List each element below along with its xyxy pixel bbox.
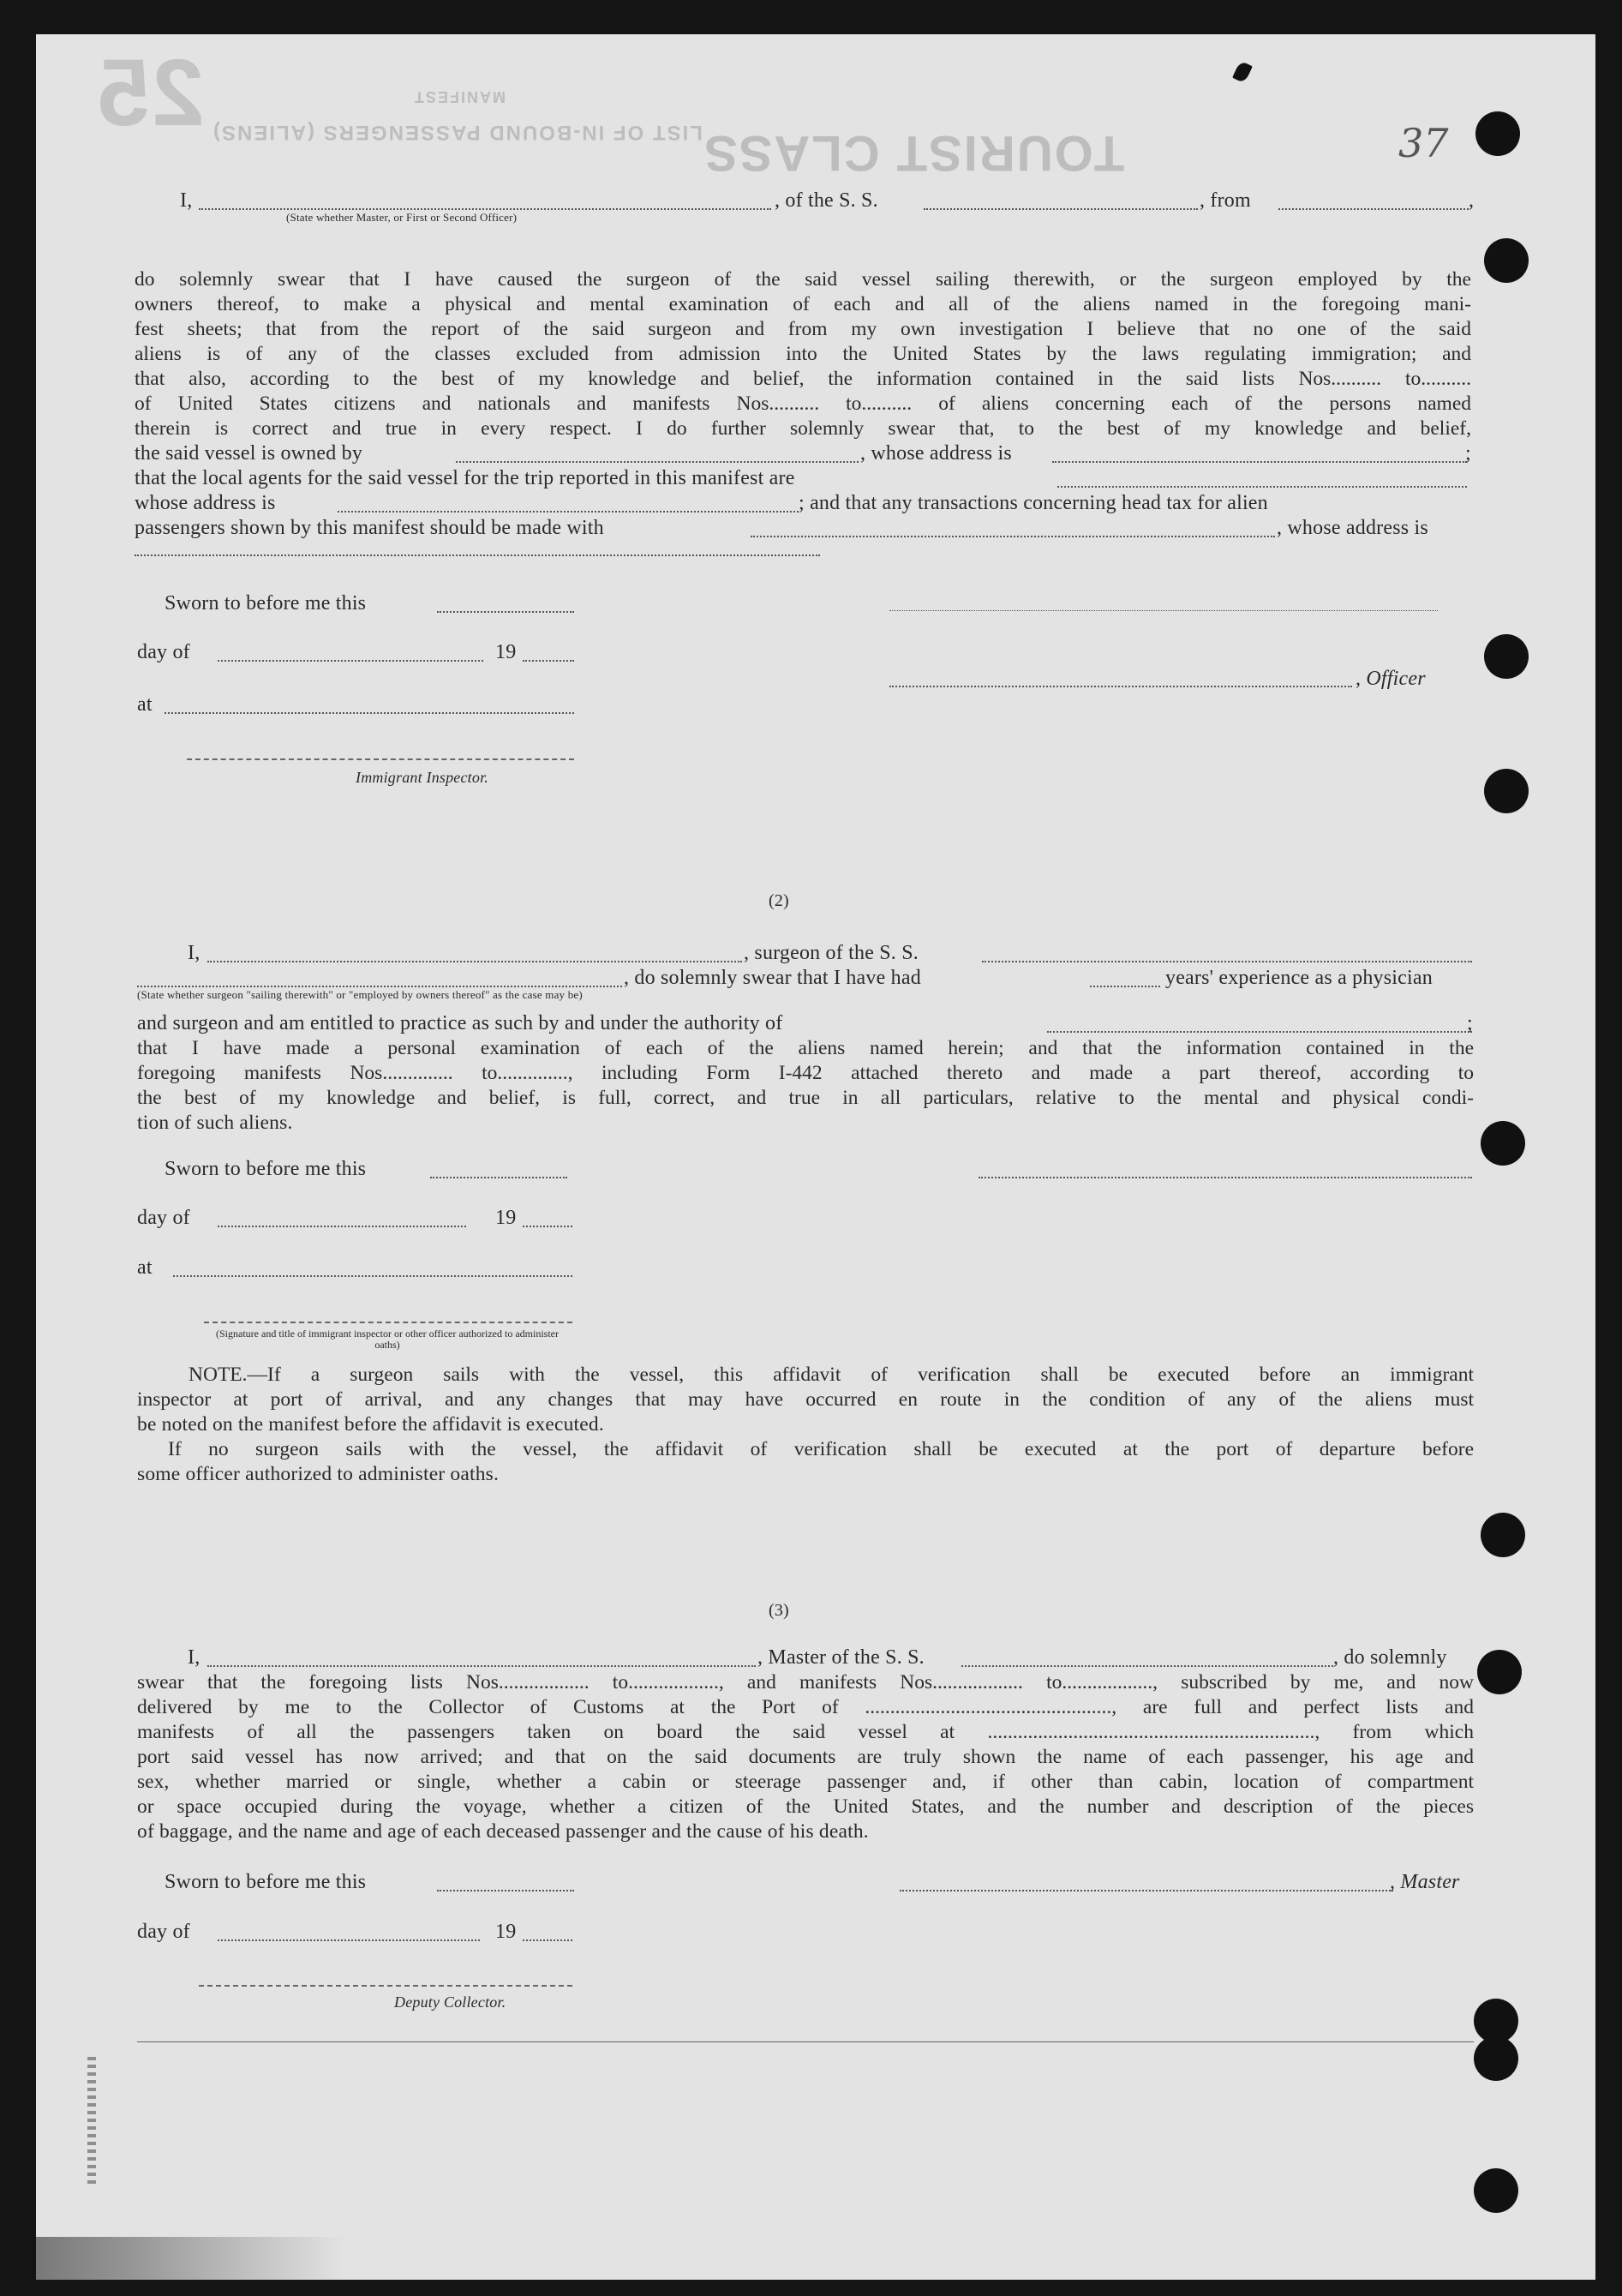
s2-name-field[interactable] [207,961,742,962]
s1-sworn-label: Sworn to before me this [165,592,367,614]
s2-note-paragraph: NOTE.—If a surgeon sails with the vessel, this affidavit of verification shall be executed before an immigrant inspector at port of arrival, and any changes that may have occurred en route in the condition of any of the aliens must [137,1364,1474,1411]
s1-head-tax-contact-field[interactable] [751,536,1275,537]
s2-surgeon-signature-line[interactable] [979,1177,1472,1178]
s1-local-agents-field[interactable] [1057,486,1467,488]
punch-hole [1484,238,1529,283]
punch-hole [1474,2168,1518,2213]
s3-name-field[interactable] [207,1665,756,1667]
s2-years-experience-label: years' experience as a physician [1165,967,1433,989]
s1-local-agents-label: that the local agents for the said vessel for the trip reported in this manifest are [135,467,795,489]
s3-sworn-label: Sworn to before me this [165,1871,367,1893]
corner-handwritten-mark: 37 [1398,120,1449,166]
s2-year-label: 19 [495,1207,517,1229]
s2-sworn-label: Sworn to before me this [165,1158,367,1180]
page-number-mark: 25 [96,40,205,146]
bleed-through-subtitle: LIST OF IN-BOUND PASSENGERS (ALIENS) [212,121,703,144]
s1-from-field[interactable] [1278,208,1469,210]
s3-master-signature-line[interactable] [900,1890,1393,1891]
s1-whose-address-label: , whose address is [860,442,1012,465]
s1-head-tax-text: ; and that any transactions concerning head tax for alien [799,492,1268,514]
s3-year-label: 19 [495,1921,517,1943]
form-page [36,34,1595,2280]
s2-semicolon: ; [1467,1012,1473,1034]
s3-day-of-field[interactable] [218,1939,480,1941]
s1-comma: , [1469,189,1475,212]
s3-i-label: I, [188,1646,201,1669]
s2-do-solemnly-label: , do solemnly swear that I have had [624,967,921,989]
punch-hole [1484,769,1529,813]
bottom-rule [137,2041,1474,2042]
s2-officer-signature-line[interactable] [204,1322,572,1323]
punch-hole [1481,1121,1525,1166]
s3-last-line: of baggage, and the name and age of each deceased passenger and the cause of his death. [137,1820,869,1843]
s3-oath-paragraph: swear that the foregoing lists Nos.................. to.................., and manifests Nos.................. to.................., subscribed by me, and now delivered by me to the Collector of Customs at the Port of ................................................., are full and perfect lists and manifests of all the passengers taken on board the said vessel at ................................................................., from which port said vessel has now arrived; and that on the said documents are truly shown the name of each passenger, his age and sex, whether married or single, whether a cabin or steerage passenger and, if other than cabin, location of compartment or space occupied during the voyage, whether a citizen of the United States, and the number and description of the pieces [137,1671,1474,1818]
s2-years-field[interactable] [1090,986,1160,987]
s1-whose-address-label-2: whose address is [135,492,276,514]
s1-at-label: at [137,693,153,716]
s1-master-note: (State whether Master, or First or Second Officer) [286,211,518,224]
s2-at-field[interactable] [173,1275,572,1277]
s2-oath-paragraph: that I have made a personal examination of each of the aliens named herein; and that the information contained in the foregoing manifests Nos.............. to.............., including Form I-442 attached thereto and made a part thereof, according to the best of my knowledge and belief, is full, correct, and true in all particulars, relative to the mental and physical condi- [137,1037,1474,1109]
s3-number: (3) [769,1601,789,1620]
s2-vessel-field[interactable] [982,961,1472,962]
s2-at-label: at [137,1256,153,1279]
s3-master-of-ss-label: , Master of the S. S. [757,1646,925,1669]
s2-note2-paragraph: If no surgeon sails with the vessel, the affidavit of verification shall be executed at the port of departure before [168,1438,1474,1460]
s2-surgeon-type-field[interactable] [137,986,622,987]
s2-signature-note: (Signature and title of immigrant inspector or other officer authorized to administer oaths) [216,1328,559,1351]
punch-hole [1481,1513,1525,1557]
s2-day-of-field[interactable] [218,1226,466,1227]
s1-at-field[interactable] [165,712,574,714]
s1-inspector-signature-line[interactable] [187,758,574,760]
s2-authority-label: and surgeon and am entitled to practice as such by and under the authority of [137,1012,783,1034]
s1-officer-signature-line[interactable] [889,610,1438,611]
s3-deputy-label: Deputy Collector. [394,1993,506,2011]
s2-last-line: tion of such aliens. [137,1112,293,1134]
s3-master-label: , Master [1390,1871,1460,1893]
s2-number: (2) [769,891,789,910]
s2-year-field[interactable] [523,1226,572,1227]
s2-sworn-day-field[interactable] [430,1177,567,1178]
s1-owner-address-field[interactable] [1052,461,1467,463]
bleed-through-title: TOURIST CLASS [703,125,1125,181]
s1-whose-address-end: , whose address is [1277,517,1428,539]
s1-passengers-label: passengers shown by this manifest should be made with [135,517,604,539]
edge-artifact [87,2057,96,2185]
s2-surgeon-note: (State whether surgeon "sailing therewith" or "employed by owners thereof" as the case may be) [137,988,583,1001]
s3-deputy-signature-line[interactable] [199,1985,572,1987]
s3-day-of-label: day of [137,1921,190,1943]
edge-artifact [36,2237,344,2280]
s1-inspector-label: Immigrant Inspector. [356,769,488,786]
s1-officer-label: , Officer [1356,668,1426,690]
bleed-through-manifest: MANIFEST [413,88,506,105]
punch-hole [1475,111,1520,156]
s3-sworn-day-field[interactable] [437,1890,574,1891]
s1-owned-by-label: the said vessel is owned by [135,442,363,465]
s1-of-ss-label: , of the S. S. [775,189,878,212]
s1-day-of-field[interactable] [218,660,483,662]
s1-day-of-label: day of [137,641,190,663]
s1-semicolon: ; [1465,442,1471,465]
s1-year-field[interactable] [523,660,574,662]
s1-from-label: , from [1200,189,1251,212]
s1-officer-name-field[interactable] [889,686,1352,687]
punch-hole [1477,1650,1522,1694]
s2-authority-field[interactable] [1047,1031,1472,1033]
s1-year-label: 19 [495,641,517,663]
s2-note-line3: be noted on the manifest before the affidavit is executed. [137,1413,604,1436]
s1-sworn-day-field[interactable] [437,611,574,613]
s3-year-field[interactable] [523,1939,572,1941]
ink-mark [1232,61,1253,84]
s1-contact-address-field[interactable] [135,555,820,556]
s2-note2-line2: some officer authorized to administer oaths. [137,1463,500,1485]
s1-oath-paragraph: do solemnly swear that I have caused the surgeon of the said vessel sailing therewith, or the surgeon employed by the owners thereof, to make a physical and mental examination of each and all of the aliens named in the foregoing mani- fest sheets; that from the report of the said surgeon and from my own investigation I believe that no one of the said aliens is of any of the classes excluded from admission into the United States by the laws regulating immigration; and that also, according to the best of my knowledge and belief, the information contained in the said lists Nos.......... to.......... of United States citizens and nationals and manifests Nos.......... to.......... of aliens concerning each of the persons named therein is correct and true in every respect. I do further solemnly swear that, to the best of my knowledge and belief, [135,268,1471,440]
s2-surgeon-of-ss-label: , surgeon of the S. S. [744,942,919,964]
s1-owner-field[interactable] [456,461,859,463]
s1-vessel-field[interactable] [924,208,1198,210]
s1-agents-address-field[interactable] [338,511,799,513]
punch-hole [1474,2036,1518,2081]
s1-name-field[interactable] [199,208,771,210]
s2-day-of-label: day of [137,1207,190,1229]
s2-i-label: I, [188,942,201,964]
s1-i-label: I, [180,189,193,212]
s3-do-solemnly-label: , do solemnly [1333,1646,1447,1669]
punch-hole [1484,634,1529,679]
s3-vessel-field[interactable] [961,1665,1333,1667]
